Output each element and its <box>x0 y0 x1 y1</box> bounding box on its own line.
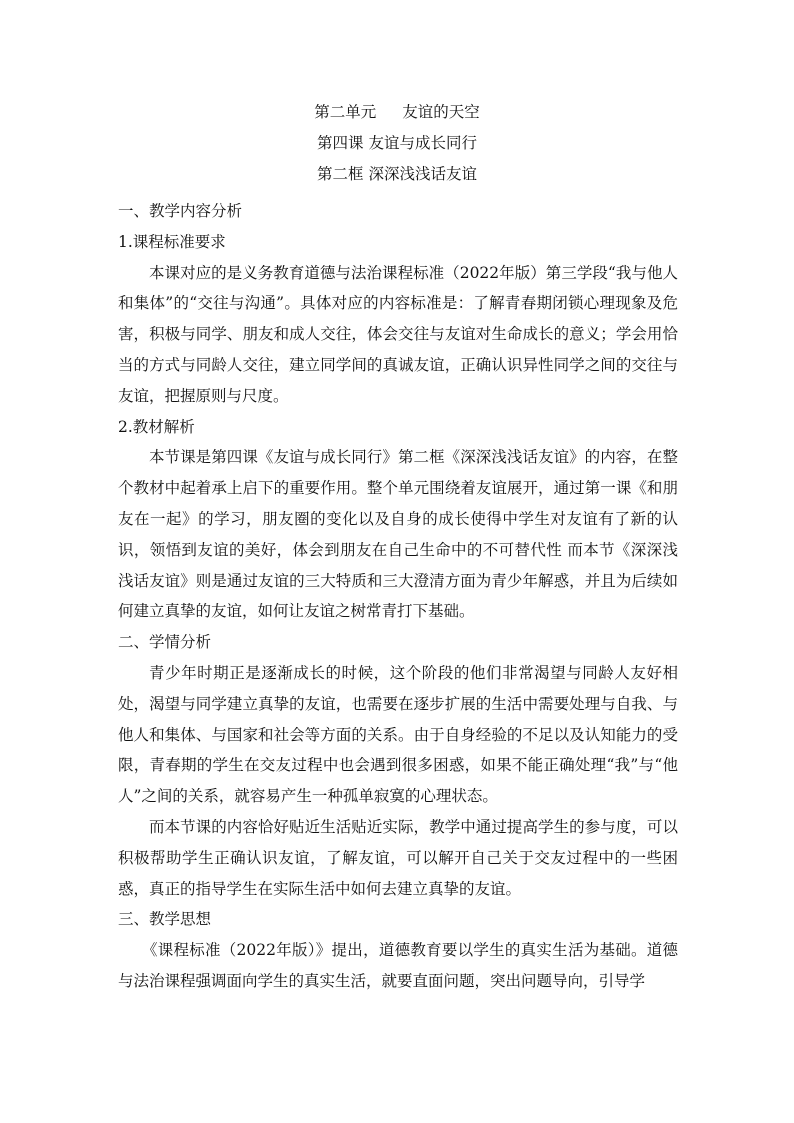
subheading-textbook-analysis: 2.教材解析 <box>118 417 195 436</box>
paragraph-teaching-philosophy: 《课程标准（2022年版）》提出，道德教育要以学生的真实生活为基础。道德与法治课程强调面向学生的真实生活，就要直面问题，突出问题导向，引导学 <box>118 941 678 990</box>
lesson-title: 第四课 友谊与成长同行 <box>317 134 477 152</box>
paragraph-curriculum-standard: 本课对应的是义务教育道德与法治课程标准（2022年版）第三学段“我与他人和集体”的“交往与沟通”。具体对应的内容标准是：了解青春期闭锁心理现象及危害，积极与同学、朋友和成人交往，体会交往与友谊对生命成长的意义；学会用恰当的方式与同龄人交往，建立同学间的真诚友谊，正确认识异性同学之间的交往与友谊，把握原则与尺度。 <box>118 263 678 405</box>
heading-student-analysis: 二、学情分析 <box>118 633 212 652</box>
unit-title: 第二单元 <box>314 103 377 121</box>
heading-teaching-content: 一、教学内容分析 <box>118 202 243 220</box>
unit-subtitle: 友谊的天空 <box>402 103 480 121</box>
heading-teaching-philosophy: 三、教学思想 <box>118 910 212 929</box>
document-body <box>118 196 678 997</box>
section-title: 第二框 深深浅浅话友谊 <box>317 165 477 183</box>
unit-title-line <box>0 102 794 122</box>
paragraph-student-analysis-2: 而本节课的内容恰好贴近生活贴近实际，教学中通过提高学生的参与度，可以积极帮助学生正确认识友谊，了解友谊，可以解开自己关于交友过程中的一些困惑，真正的指导学生在实际生活中如何去建立真挚的友谊。 <box>118 817 678 898</box>
subheading-curriculum-standard: 1.课程标准要求 <box>118 232 226 251</box>
paragraph-textbook-analysis: 本节课是第四课《友谊与成长同行》第二框《深深浅浅话友谊》的内容，在整个教材中起着承上启下的重要作用。整个单元围绕着友谊展开，通过第一课《和朋友在一起》的学习，朋友圈的变化以及自身的成长使得中学生对友谊有了新的认识，领悟到友谊的美好，体会到朋友在自己生命中的不可替代性 而本节《深深浅浅话友谊》则是通过友谊的三大特质和三大澄清方面为青少年解惑，并且为后续如何建立真挚的友谊，如何让友谊之树常青打下基础。 <box>118 448 678 621</box>
paragraph-student-analysis-1: 青少年时期正是逐渐成长的时候，这个阶段的他们非常渴望与同龄人友好相处，渴望与同学建立真挚的友谊，也需要在逐步扩展的生活中需要处理与自我、与他人和集体、与国家和社会等方面的关系。由于自身经验的不足以及认知能力的受限，青春期的学生在交友过程中也会遇到很多困惑，如果不能正确处理“我”与“他人”之间的关系，就容易产生一种孤单寂寞的心理状态。 <box>118 663 678 806</box>
